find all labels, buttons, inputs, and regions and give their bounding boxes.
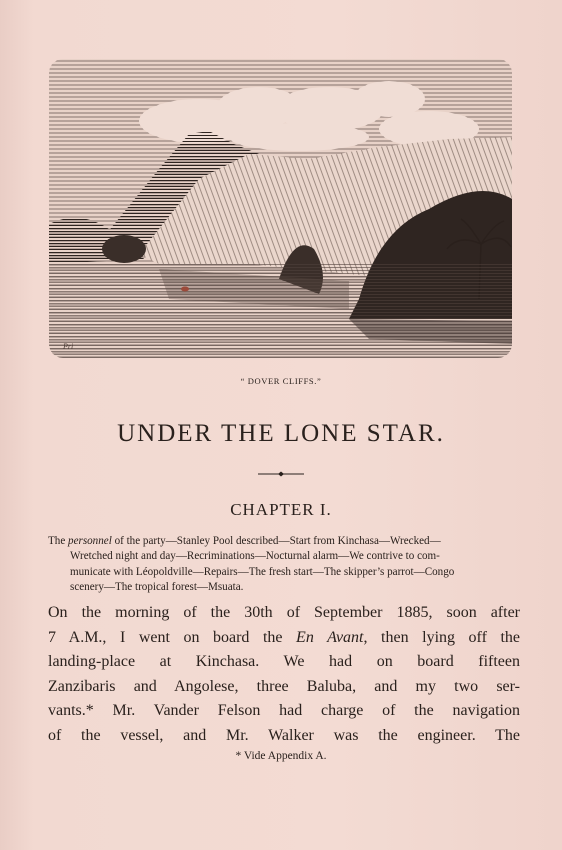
chapter-heading: CHAPTER I. [230, 500, 332, 519]
book-title: UNDER THE LONE STAR. [117, 420, 445, 447]
synopsis-line: Wretched night and day—Recriminations—Nocturnal alarm—We contrive to com- [70, 550, 440, 563]
dover-cliffs-engraving [49, 59, 512, 358]
engraving-signature: Pri [63, 342, 74, 351]
body-line: vants.* Mr. Vander Felson had charge of the navigation [48, 702, 520, 720]
chapter-synopsis [48, 534, 520, 595]
body-line: Zanzibaris and Angolese, three Baluba, and my two ser- [48, 677, 520, 695]
footnote: * Vide Appendix A. [235, 750, 327, 762]
body-line: landing-place at Kinchasa. We had on board fifteen [48, 653, 520, 671]
body-line: 7 A.M., I went on board the En Avant, then lying off the [48, 628, 521, 646]
synopsis-line: municate with Léopoldville—Repairs—The fresh start—The skipper’s parrot—Congo [70, 565, 455, 578]
synopsis-line: The personnel of the party—Stanley Pool described—Start from Kinchasa—Wrecked— [48, 535, 441, 547]
ornament-divider [258, 469, 304, 479]
illustration-caption: “ DOVER CLIFFS.” [240, 376, 322, 386]
body-line: of the vessel, and Mr. Walker was the engineer. The [48, 726, 520, 744]
body-line: On the morning of the 30th of September 1885, soon after [48, 604, 520, 621]
chapter-body [48, 601, 520, 749]
synopsis-line: scenery—The tropical forest—Msuata. [70, 580, 244, 593]
